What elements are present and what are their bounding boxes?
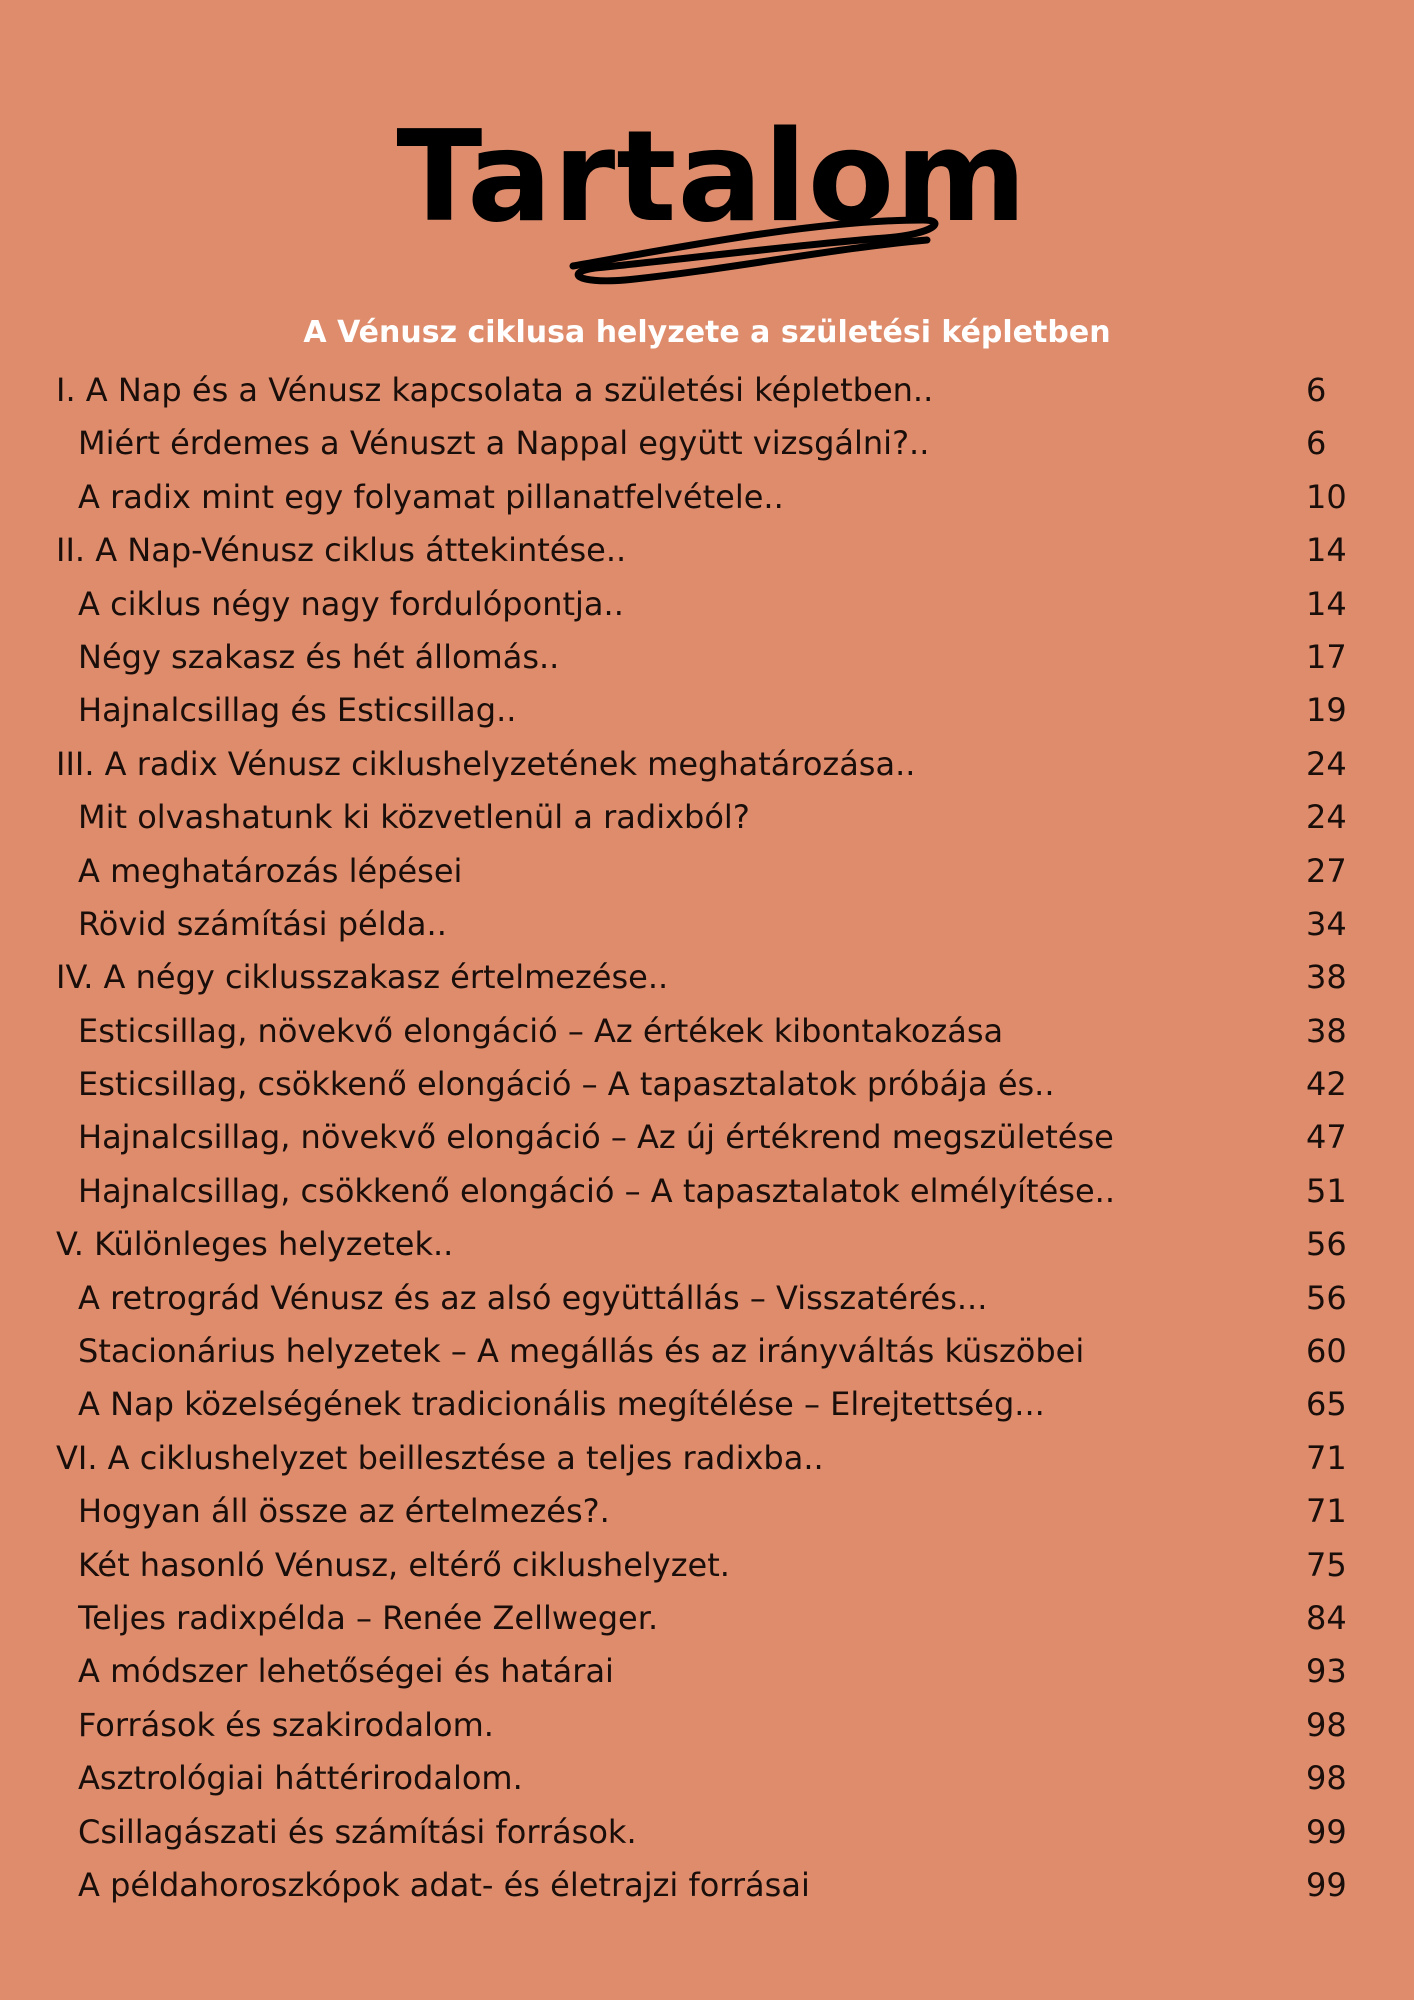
toc-subsection-entry[interactable] bbox=[56, 1806, 1366, 1859]
toc-entry-title: Csillagászati és számítási források. bbox=[78, 1812, 637, 1851]
toc-entry-title: VI. A ciklushelyzet beillesztése a teljes radixba.. bbox=[56, 1438, 824, 1477]
toc-entry-page-number: 10 bbox=[1306, 477, 1347, 516]
toc-entry-title: Hajnalcsillag és Esticsillag.. bbox=[78, 691, 517, 730]
toc-entry-title: Források és szakirodalom. bbox=[78, 1705, 494, 1744]
toc-subsection-entry[interactable] bbox=[56, 1592, 1366, 1645]
toc-entry-title: IV. A négy ciklusszakasz értelmezése.. bbox=[56, 958, 669, 997]
book-subtitle: A Vénusz ciklusa helyzete a születési képletben bbox=[303, 315, 1111, 350]
toc-subsection-entry[interactable] bbox=[56, 1165, 1366, 1218]
toc-entry-title: III. A radix Vénusz ciklushelyzetének meghatározása.. bbox=[56, 744, 916, 783]
toc-subsection-entry[interactable] bbox=[56, 684, 1366, 737]
toc-entry-title: Két hasonló Vénusz, eltérő ciklushelyzet. bbox=[78, 1545, 730, 1584]
toc-subsection-entry[interactable] bbox=[56, 898, 1366, 951]
toc-entry-page-number: 14 bbox=[1306, 531, 1347, 570]
toc-entry-page-number: 24 bbox=[1306, 744, 1347, 783]
toc-entry-page-number: 17 bbox=[1306, 637, 1347, 676]
toc-entry-title: Hajnalcsillag, növekvő elongáció – Az új értékrend megszületése bbox=[78, 1118, 1114, 1157]
toc-subsection-entry[interactable] bbox=[56, 1111, 1366, 1164]
toc-entry-page-number: 56 bbox=[1306, 1278, 1347, 1317]
toc-entry-title: V. Különleges helyzetek.. bbox=[56, 1225, 454, 1264]
toc-entry-page-number: 84 bbox=[1306, 1598, 1347, 1637]
toc-entry-page-number: 71 bbox=[1306, 1492, 1347, 1531]
toc-chapter-entry[interactable] bbox=[56, 524, 1366, 577]
toc-entry-page-number: 19 bbox=[1306, 691, 1347, 730]
toc-entry-page-number: 38 bbox=[1306, 1011, 1347, 1050]
toc-entry-title: A radix mint egy folyamat pillanatfelvétele.. bbox=[78, 477, 784, 516]
toc-entry-page-number: 93 bbox=[1306, 1652, 1347, 1691]
toc-entry-page-number: 6 bbox=[1306, 371, 1327, 409]
toc-chapter-entry[interactable] bbox=[56, 1432, 1366, 1485]
toc-entry-page-number: 47 bbox=[1306, 1118, 1347, 1157]
toc-chapter-entry[interactable] bbox=[56, 738, 1366, 791]
toc-entry-title: Esticsillag, csökkenő elongáció – A tapasztalatok próbája és.. bbox=[78, 1065, 1055, 1104]
toc-subsection-entry[interactable] bbox=[56, 417, 1366, 470]
toc-subsection-entry[interactable] bbox=[56, 1645, 1366, 1698]
toc-subsection-entry[interactable] bbox=[56, 1859, 1366, 1912]
toc-subsection-entry[interactable] bbox=[56, 1752, 1366, 1805]
toc-entry-page-number: 99 bbox=[1306, 1812, 1347, 1851]
toc-entry-title: I. A Nap és a Vénusz kapcsolata a születési képletben.. bbox=[56, 371, 934, 409]
toc-chapter-entry[interactable] bbox=[56, 1218, 1366, 1271]
toc-subsection-entry[interactable] bbox=[56, 845, 1366, 898]
toc-entry-title: A ciklus négy nagy fordulópontja.. bbox=[78, 584, 624, 623]
toc-entry-title: Rövid számítási példa.. bbox=[78, 904, 447, 943]
toc-entry-page-number: 65 bbox=[1306, 1385, 1347, 1424]
toc-entry-page-number: 99 bbox=[1306, 1865, 1347, 1904]
toc-entry-title: A retrográd Vénusz és az alsó együttállás – Visszatérés... bbox=[78, 1278, 988, 1317]
toc-entry-title: Hogyan áll össze az értelmezés?. bbox=[78, 1492, 610, 1531]
toc-entry-title: A módszer lehetőségei és határai bbox=[78, 1652, 614, 1691]
toc-entry-page-number: 27 bbox=[1306, 851, 1347, 890]
toc-subsection-entry[interactable] bbox=[56, 1485, 1366, 1538]
toc-entry-page-number: 34 bbox=[1306, 904, 1347, 943]
toc-chapter-entry[interactable] bbox=[56, 364, 1366, 417]
toc-entry-title: Asztrológiai háttérirodalom. bbox=[78, 1759, 523, 1798]
toc-subsection-entry[interactable] bbox=[56, 1058, 1366, 1111]
toc-entry-title: Teljes radixpélda – Renée Zellweger. bbox=[78, 1598, 659, 1637]
toc-entry-page-number: 38 bbox=[1306, 958, 1347, 997]
page-title: Tartalom bbox=[396, 103, 1028, 250]
toc-entry-title: Négy szakasz és hét állomás.. bbox=[78, 637, 560, 676]
table-of-contents bbox=[56, 364, 1366, 1912]
toc-subsection-entry[interactable] bbox=[56, 1539, 1366, 1592]
toc-subsection-entry[interactable] bbox=[56, 1378, 1366, 1431]
toc-entry-title: A példahoroszkópok adat- és életrajzi forrásai bbox=[78, 1865, 810, 1904]
toc-subsection-entry[interactable] bbox=[56, 791, 1366, 844]
toc-entry-title: Miért érdemes a Vénuszt a Nappal együtt vizsgálni?.. bbox=[78, 424, 930, 463]
toc-entry-title: A Nap közelségének tradicionális megítélése – Elrejtettség... bbox=[78, 1385, 1045, 1424]
toc-entry-title: Mit olvashatunk ki közvetlenül a radixból? bbox=[78, 798, 750, 837]
toc-entry-page-number: 75 bbox=[1306, 1545, 1347, 1584]
toc-entry-page-number: 24 bbox=[1306, 798, 1347, 837]
toc-subsection-entry[interactable] bbox=[56, 1699, 1366, 1752]
toc-entry-title: A meghatározás lépései bbox=[78, 851, 463, 890]
toc-subsection-entry[interactable] bbox=[56, 1325, 1366, 1378]
toc-entry-page-number: 42 bbox=[1306, 1065, 1347, 1104]
toc-entry-page-number: 14 bbox=[1306, 584, 1347, 623]
toc-chapter-entry[interactable] bbox=[56, 951, 1366, 1004]
toc-entry-page-number: 60 bbox=[1306, 1332, 1347, 1371]
underline-swoosh-decoration bbox=[555, 208, 945, 298]
toc-subsection-entry[interactable] bbox=[56, 1272, 1366, 1325]
toc-entry-title: Stacionárius helyzetek – A megállás és az irányváltás küszöbei bbox=[78, 1332, 1085, 1371]
toc-entry-page-number: 6 bbox=[1306, 424, 1327, 463]
toc-entry-title: Esticsillag, növekvő elongáció – Az értékek kibontakozása bbox=[78, 1011, 1004, 1050]
toc-subsection-entry[interactable] bbox=[56, 471, 1366, 524]
toc-subsection-entry[interactable] bbox=[56, 1005, 1366, 1058]
toc-subsection-entry[interactable] bbox=[56, 578, 1366, 631]
toc-entry-page-number: 98 bbox=[1306, 1705, 1347, 1744]
toc-entry-page-number: 71 bbox=[1306, 1438, 1347, 1477]
toc-entry-page-number: 56 bbox=[1306, 1225, 1347, 1264]
toc-entry-title: Hajnalcsillag, csökkenő elongáció – A tapasztalatok elmélyítése.. bbox=[78, 1171, 1115, 1210]
toc-entry-title: II. A Nap-Vénusz ciklus áttekintése.. bbox=[56, 531, 627, 570]
toc-entry-page-number: 51 bbox=[1306, 1171, 1347, 1210]
toc-subsection-entry[interactable] bbox=[56, 631, 1366, 684]
toc-entry-page-number: 98 bbox=[1306, 1759, 1347, 1798]
